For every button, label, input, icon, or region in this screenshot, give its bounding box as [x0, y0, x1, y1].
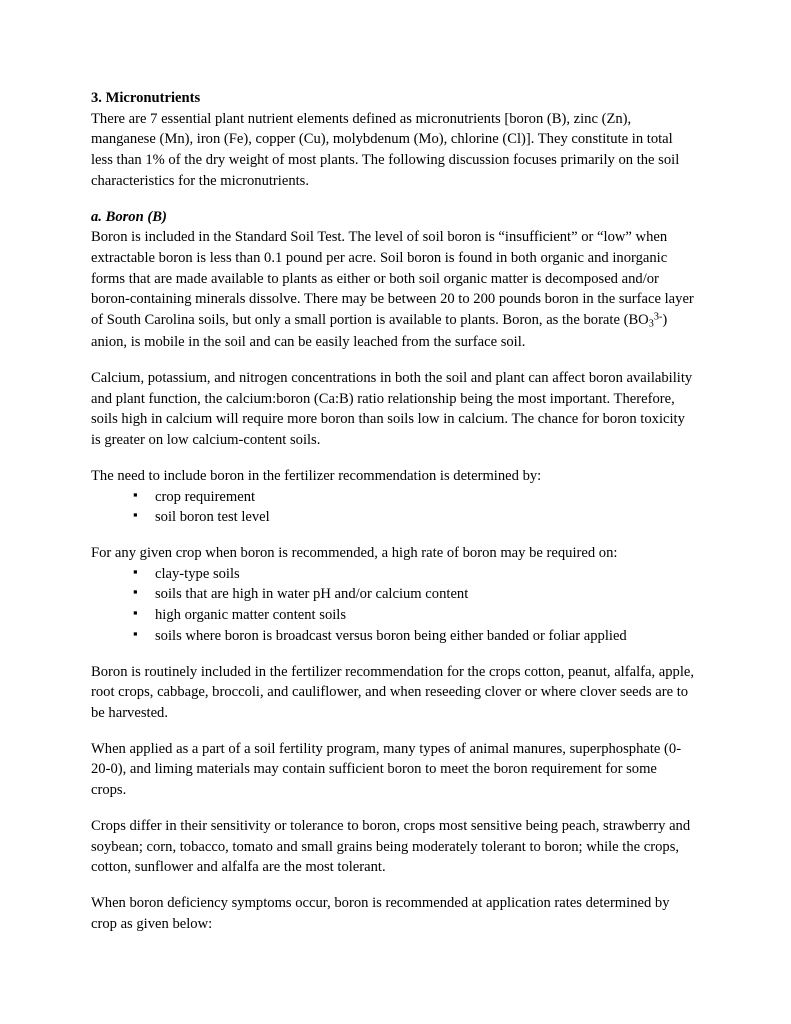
- boron-paragraph-4: When applied as a part of a soil fertility program, many types of animal manures, superphosphate (0-20-0), and liming materials may contain sufficient boron to meet the boron requirement for some crops.: [91, 740, 682, 799]
- boron-paragraph-5: Crops differ in their sensitivity or tolerance to boron, crops most sensitive being peach, strawberry and soybean; corn, tobacco, tomato and small grains being moderately tolerant to boron; while the crops, cotton, sunflower and alfalfa are the most tolerant.: [91, 817, 691, 876]
- boron-paragraph-1-part2: ) anion, is mobile in the soil and can be easily leached from the surface soil.: [91, 312, 668, 351]
- subsection-heading: a. Boron (B): [91, 208, 167, 225]
- list-1: [91, 487, 695, 528]
- list-item: ▪ soils where boron is broadcast versus boron being either banded or foliar applied: [133, 626, 695, 647]
- intro-paragraph: There are 7 essential plant nutrient elements defined as micronutrients [boron (B), zinc (Zn), manganese (Mn), iron (Fe), copper (Cu), molybdenum (Mo), chlorine (Cl)]. They constitute in total less than 1% of the dry weight of most plants. The following discussion focuses primarily on the soil characteristics for the micronutrients.: [91, 110, 680, 189]
- boron-paragraph-1: [91, 227, 695, 353]
- spacer: [91, 192, 695, 207]
- boron-paragraph-3: Boron is routinely included in the fertilizer recommendation for the crops cotton, peanut, alfalfa, apple, root crops, cabbage, broccoli, and cauliflower, and when reseeding clover or where clover seeds are to be harvested.: [91, 663, 695, 722]
- list-2: [91, 564, 695, 647]
- boron-paragraph-6: When boron deficiency symptoms occur, boron is recommended at application rates determined by crop as given below:: [91, 895, 670, 932]
- boron-paragraph-1-part1: Boron is included in the Standard Soil Test. The level of soil boron is “insufficient” or “low” when extractable boron is less than 0.1 pound per acre. Soil boron is found in both organic and inorganic forms that are made available to plants as either or both soil organic matter is decomposed and/or boron-containing minerals dissolve. There may be between 20 to 200 pounds boron in the surface layer of South Carolina soils, but only a small portion is available to plants. Boron, as the borate (BO: [91, 229, 694, 329]
- section-heading: 3. Micronutrients: [91, 90, 201, 106]
- borate-superscript: 3-: [653, 311, 663, 323]
- boron-paragraph-2: Calcium, potassium, and nitrogen concentrations in both the soil and plant can affect boron availability and plant function, the calcium:boron (Ca:B) ratio relationship being the most important. Therefore, soils high in calcium will require more boron than soils low in calcium. The chance for boron toxicity is greater on low calcium-content soils.: [91, 369, 693, 449]
- list-item: ▪ soil boron test level: [133, 507, 695, 528]
- spacer: [91, 353, 695, 368]
- list-2-lead: For any given crop when boron is recommended, a high rate of boron may be required on:: [91, 544, 618, 561]
- list-1-lead: The need to include boron in the fertilizer recommendation is determined by:: [91, 467, 542, 484]
- spacer: [91, 528, 695, 543]
- spacer: [91, 878, 695, 893]
- document-body: [91, 88, 695, 934]
- list-item: ▪ high organic matter content soils: [133, 605, 695, 626]
- spacer: [91, 724, 695, 739]
- list-item: ▪ soils that are high in water pH and/or calcium content: [133, 584, 695, 605]
- spacer: [91, 451, 695, 466]
- spacer: [91, 647, 695, 662]
- list-item: ▪ crop requirement: [133, 487, 695, 508]
- list-item: ▪ clay-type soils: [133, 564, 695, 585]
- borate-subscript: 3: [648, 318, 654, 330]
- spacer: [91, 801, 695, 816]
